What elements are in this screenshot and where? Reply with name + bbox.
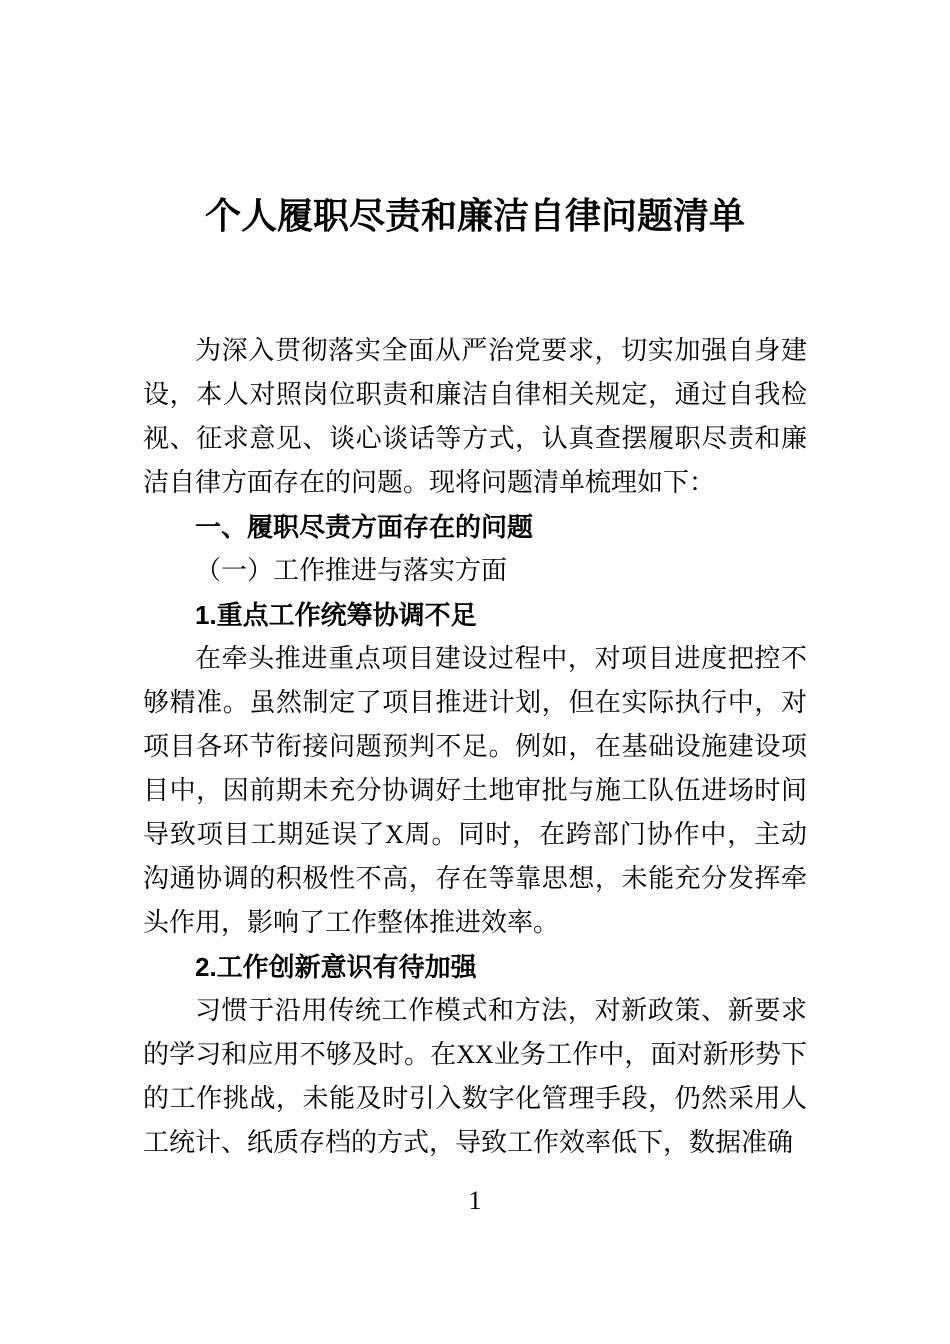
- document-title: 个人履职尽责和廉洁自律问题清单: [204, 196, 745, 236]
- item-paragraph-1: 在牵头推进重点项目建设过程中，对项目进度把控不够精准。虽然制定了项目推进计划，但在实际执行中，对项目各环节衔接问题预判不足。例如，在基础设施建设项目中，因前期未充分协调好土地审批与施工队伍进场时间导致项目工期延误了X周。同时，在跨部门协作中，主动沟通协调的积极性不高，存在等靠思想，未能充分发挥牵头作用，影响了工作整体推进效率。: [143, 644, 807, 937]
- section-heading-1: 一、履职尽责方面存在的问题: [195, 512, 534, 542]
- item-paragraph-2: 习惯于沿用传统工作模式和方法，对新政策、新要求的学习和应用不够及时。在XX业务工作中，面对新形势下的工作挑战，未能及时引入数字化管理手段，仍然采用人工统计、纸质存档的方式，导致工作效率低下，数据准确: [143, 996, 807, 1157]
- intro-paragraph: 为深入贯彻落实全面从严治党要求，切实加强自身建设，本人对照岗位职责和廉洁自律相关规定，通过自我检视、征求意见、谈心谈话等方式，认真查摆履职尽责和廉洁自律方面存在的问题。现将问题清单梳理如下：: [143, 336, 807, 497]
- page-number: 1: [468, 1186, 482, 1215]
- item-heading-1: 1.重点工作统筹协调不足: [195, 600, 477, 630]
- item-heading-2: 2.工作创新意识有待加强: [195, 952, 477, 982]
- document-content: [143, 0, 807, 1165]
- subsection-heading-1-1: （一）工作推进与落实方面: [195, 556, 508, 585]
